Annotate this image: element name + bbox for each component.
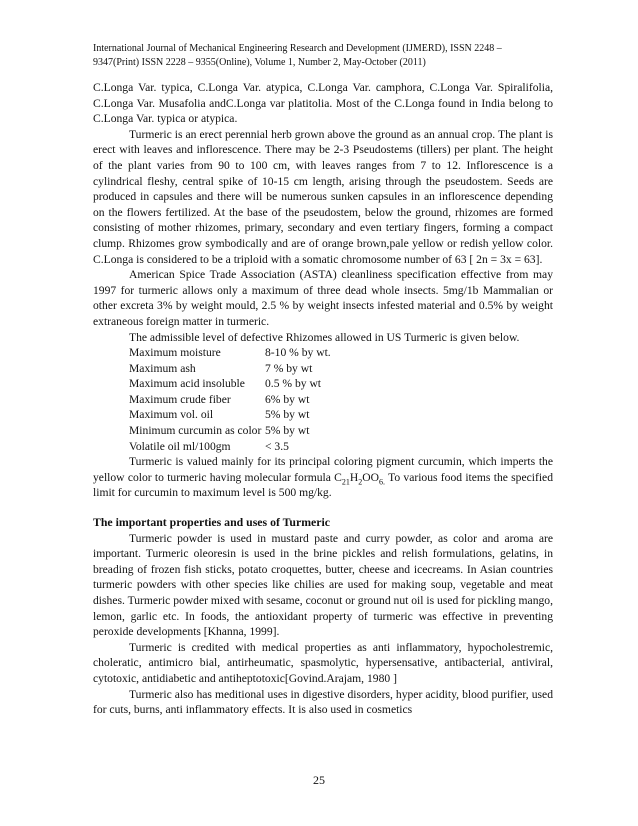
paragraph-varieties: C.Longa Var. typica, C.Longa Var. atypica, C.Longa Var. camphora, C.Longa Var. Spiralifolia, C.Longa Var. Musafolia andC.Longa var platitolia. Most of the C.Longa found in India belong to C.Longa Var. typica or atypica.	[93, 81, 553, 126]
spec-value: 5% by wt	[265, 424, 310, 438]
curcumin-text-a: Turmeric is valued mainly for its principal coloring pigment curcumin, which imperts the yellow color to turmeric having molecular formula C	[93, 455, 553, 484]
spec-row	[129, 407, 553, 423]
paragraph-asta-specification: American Spice Trade Association (ASTA) cleanliness specification effective from may 1997 for turmeric allows only a maximum of three dead whole insects. 5mg/1b Mammalian or other excreta 3% by weight mould, 2.5 % by weight insects infested material and 0.5% by weight extraneous foreign matter in turmeric.	[93, 268, 553, 328]
running-header	[93, 42, 553, 70]
spec-value: 0.5 % by wt	[265, 377, 322, 391]
paragraph-food-uses: Turmeric powder is used in mustard paste and curry powder, as color and aroma are important. Turmeric oleoresin is used in the brine pickles and relish formulations, gelatins, in breading of frozen fish sticks, potato croquettes, butter, cheese and icecreams. In Asian countries turmeric powders with other species like chilies are used for making soup, vegetable and meat dishes. Turmeric powder mixed with sesame, coconut or ground nut oil is used for pickling mango, lemon, garlic etc. In foods, the antioxidant property of turmeric was effective in preventing peroxide developments [Khanna, 1999].	[93, 531, 553, 639]
paragraph-curcumin	[93, 454, 553, 501]
spec-value: < 3.5	[265, 439, 289, 453]
curcumin-text-b: H	[349, 470, 359, 484]
curcumin-text-c: OO	[362, 470, 380, 484]
header-line-1: International Journal of Mechanical Engineering Research and Development (IJMERD), ISSN 2248 –	[93, 43, 502, 54]
spec-row	[129, 392, 553, 408]
formula-subscript-2: 2	[358, 477, 363, 487]
spec-name: Maximum ash	[129, 361, 196, 375]
section-heading: The important properties and uses of Turmeric	[93, 515, 331, 530]
spec-row	[129, 361, 553, 377]
curcumin-text-d: To various food items the specified limit for curcumin to maximum level is 500 mg/kg.	[93, 470, 553, 500]
spec-row	[129, 423, 553, 439]
page-number: 25	[313, 773, 325, 787]
spec-name: Maximum moisture	[129, 346, 221, 360]
spec-value: 5% by wt	[265, 408, 310, 422]
spec-name: Minimum curcumin as color	[129, 424, 262, 438]
spec-name: Maximum vol. oil	[129, 408, 214, 422]
spec-value: 7 % by wt	[265, 361, 313, 375]
article-body	[93, 80, 553, 718]
paragraph-medicinal-uses: Turmeric also has meditional uses in digestive disorders, hyper acidity, blood purifier, used for cuts, burns, anti inflammatory effects. It is also used in cosmetics	[93, 687, 553, 717]
spec-value: 8-10 % by wt.	[265, 346, 331, 360]
spec-row	[129, 376, 553, 392]
spec-row	[129, 345, 553, 361]
paragraph-medical-properties: Turmeric is credited with medical properties as anti inflammatory, hypocholestremic, choleratic, antimicro bial, antirheumatic, spasmolytic, hypersensative, antibacterial, antiviral, cytotoxic, antidiabetic and antiheptotoxic[Govind.Arajam, 1980 ]	[93, 640, 553, 685]
spec-row	[129, 439, 553, 455]
paragraph-admissible-level: The admissible level of defective Rhizomes allowed in US Turmeric is given below.	[129, 330, 520, 344]
spec-value: 6% by wt	[265, 392, 310, 406]
header-line-2: 9347(Print) ISSN 2228 – 9355(Online), Volume 1, Number 2, May-October (2011)	[93, 57, 426, 68]
spec-name: Volatile oil ml/100gm	[129, 439, 231, 453]
paragraph-plant-description: Turmeric is an erect perennial herb grown above the ground as an annual crop. The plant is erect with leaves and inflorescence. There may be 2-3 Pseudostems (tillers) per plant. The height of the plant varies from 90 to 100 cm, with leaves ranges from 7 to 12. Inflorescence is a cylindrical fleshy, central spike of 10-15 cm length, arising through the pseudostem. Seeds are produced in capsules and there will be numerous sunken capsules in an inflorescence depending on the flowers fertilized. At the base of the pseudostem, below the ground, rhizomes are formed consisting of mother rhizomes, primary, secondary and even tertiary fingers, forming a compact clump. Rhizomes grow symbodically and are of orange brown,pale yellow or redish yellow color. C.Longa is considered to be a triploid with a somatic chromosome number of 63 [ 2n = 3x = 63].	[93, 127, 553, 266]
spec-table	[129, 345, 553, 454]
formula-subscript-1: 21	[341, 477, 350, 487]
formula-subscript-3: 6.	[379, 477, 386, 487]
spec-name: Maximum crude fiber	[129, 392, 231, 406]
spec-name: Maximum acid insoluble	[129, 377, 245, 391]
